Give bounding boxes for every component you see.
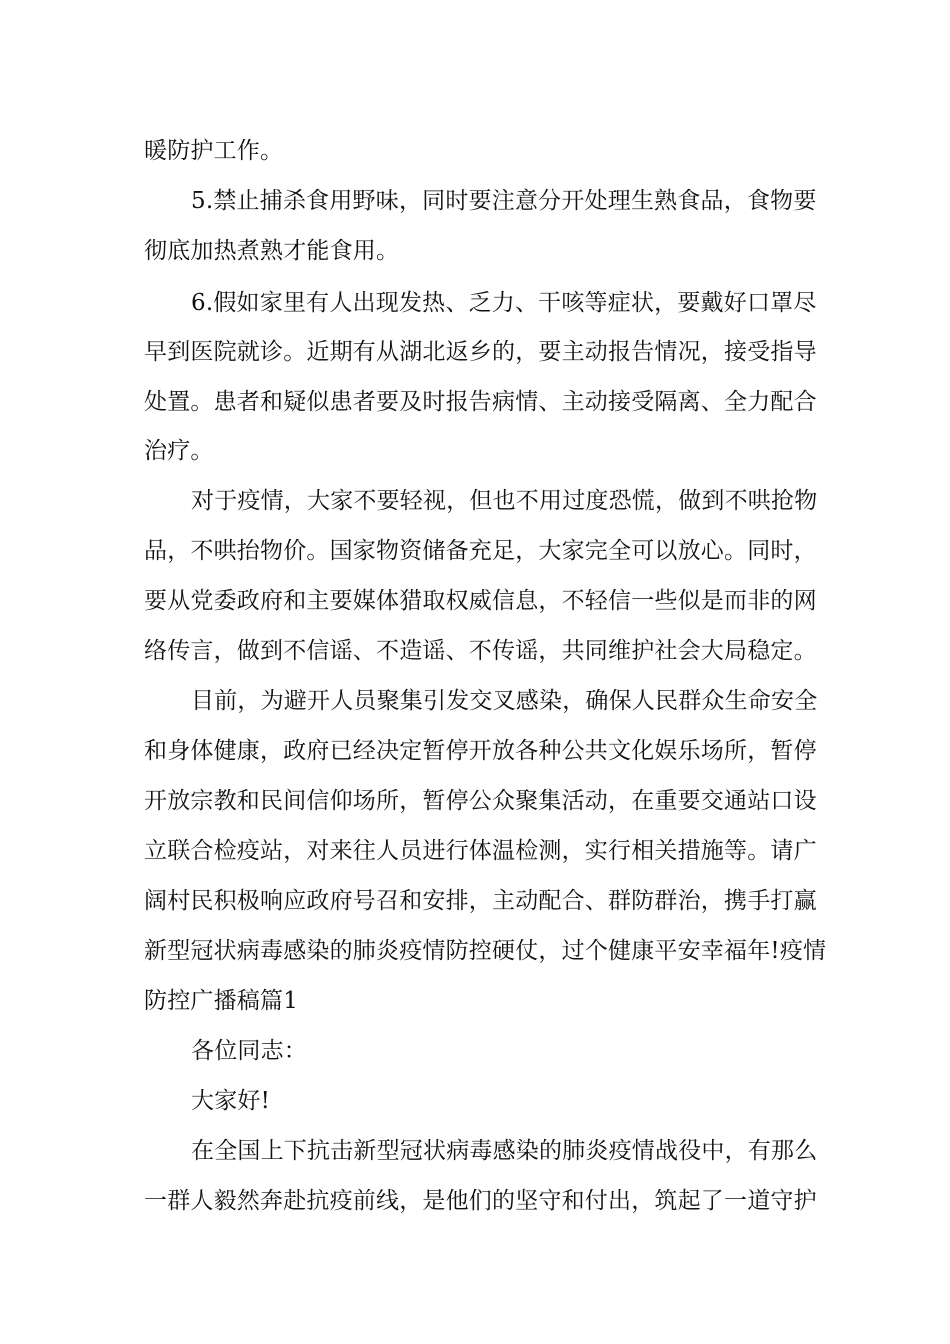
text-line: 大家好!	[191, 1088, 271, 1114]
text-line: 要从党委政府和主要媒体猎取权威信息，不轻信一些似是而非的网	[144, 588, 817, 614]
text-line: 暖防护工作。	[144, 138, 284, 164]
text-line: 治疗。	[144, 438, 214, 464]
text-line: 早到医院就诊。近期有从湖北返乡的，要主动报告情况，接受指导	[144, 339, 817, 365]
text-line: 立联合检疫站，对来往人员进行体温检测，实行相关措施等。请广	[144, 838, 817, 864]
text-line: 处置。患者和疑似患者要及时报告病情、主动接受隔离、全力配合	[144, 389, 817, 415]
text-line: 在全国上下抗击新型冠状病毒感染的肺炎疫情战役中，有那么	[191, 1138, 818, 1164]
text-line: 络传言，做到不信谣、不造谣、不传谣，共同维护社会大局稳定。	[144, 638, 817, 664]
text-line: 目前，为避开人员聚集引发交叉感染，确保人民群众生命安全	[191, 688, 818, 714]
text-line: 5.禁止捕杀食用野味，同时要注意分开处理生熟食品，食物要	[191, 188, 817, 214]
text-line: 各位同志：	[191, 1038, 307, 1064]
text-line: 和身体健康，政府已经决定暂停开放各种公共文化娱乐场所，暂停	[144, 738, 817, 764]
text-line: 防控广播稿篇1	[144, 988, 299, 1014]
text-line: 新型冠状病毒感染的肺炎疫情防控硬仗，过个健康平安幸福年!疫情	[144, 938, 827, 964]
text-line: 彻底加热煮熟才能食用。	[144, 238, 400, 264]
text-line: 一群人毅然奔赴抗疫前线，是他们的坚守和付出，筑起了一道守护	[144, 1188, 817, 1214]
text-line: 阔村民积极响应政府号召和安排，主动配合、群防群治，携手打赢	[144, 888, 817, 914]
text-line: 6.假如家里有人出现发热、乏力、干咳等症状，要戴好口罩尽	[191, 290, 817, 316]
text-line: 开放宗教和民间信仰场所，暂停公众聚集活动，在重要交通站口设	[144, 788, 817, 814]
text-line: 品，不哄抬物价。国家物资储备充足，大家完全可以放心。同时，	[144, 538, 817, 564]
text-line: 对于疫情，大家不要轻视，但也不用过度恐慌，做到不哄抢物	[191, 488, 818, 514]
